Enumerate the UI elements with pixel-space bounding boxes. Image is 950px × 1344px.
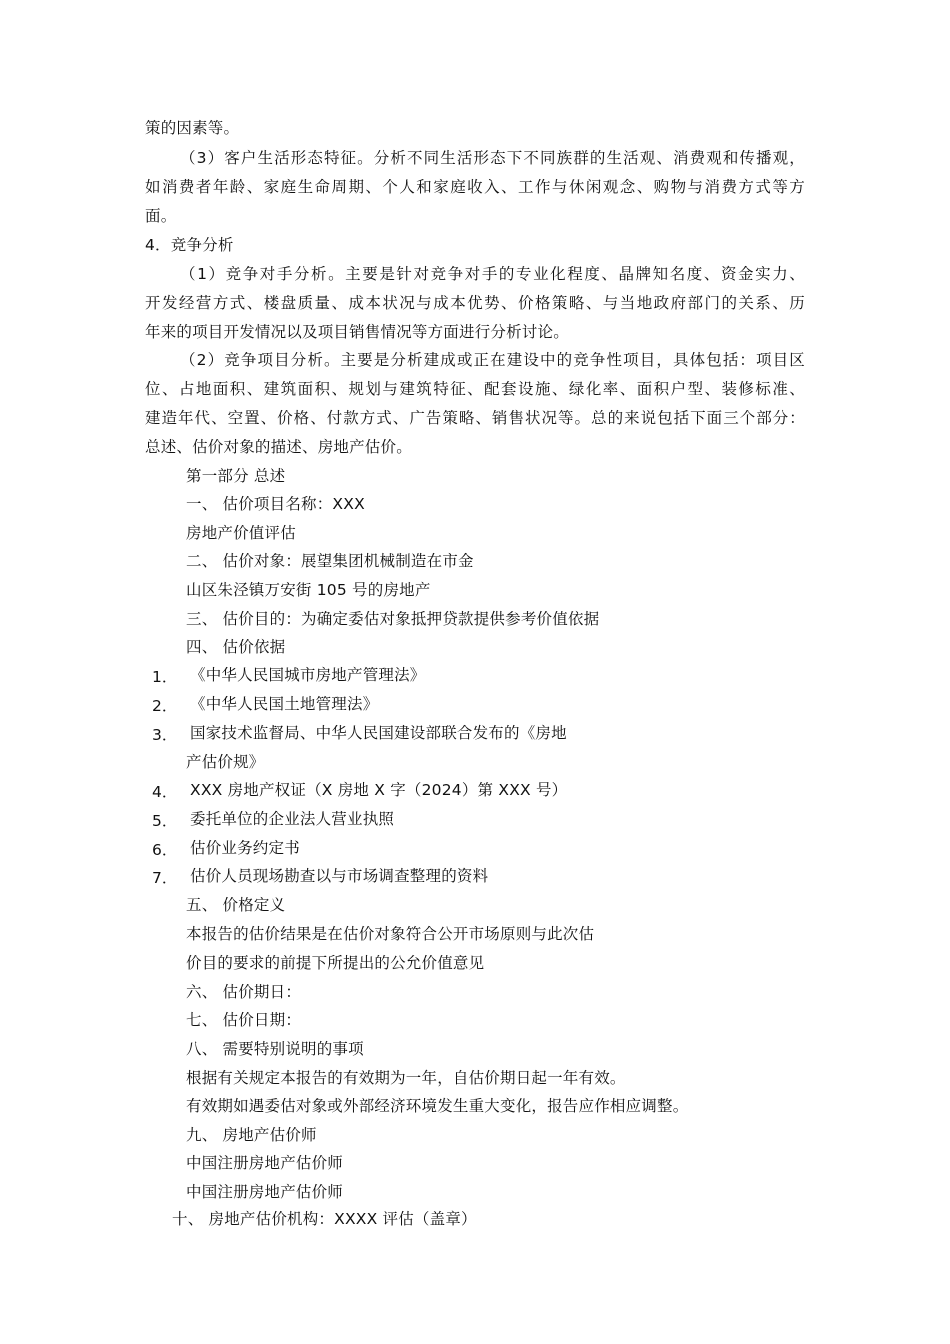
paragraph-line: （3）客户生活形态特征。分析不同生活形态下不同族群的生活观、消费观和传播观， [180,149,805,167]
item-line: 八、 需要特别说明的事项 [186,1040,364,1058]
paragraph-line: 总述、估价对象的描述、房地产估价。 [145,438,412,456]
paragraph-line: 建造年代、空置、价格、付款方式、广告策略、销售状况等。总的来说包括下面三个部分： [145,409,805,427]
list-item: 估价业务约定书 [190,839,300,857]
list-item: XXX 房地产权证（X 房地 X 字（2024）第 XXX 号） [190,781,568,799]
list-number: 5． [152,812,178,830]
list-item: 《中华人民国土地管理法》 [190,695,379,713]
item-line: 中国注册房地产估价师 [186,1154,344,1172]
item-line: 本报告的估价结果是在估价对象符合公开市场原则与此次估 [186,925,595,943]
list-item: 估价人员现场勘查以与市场调查整理的资料 [190,867,489,885]
item-line: 十、 房地产估价机构：XXXX 评估（盖章） [172,1210,477,1228]
paragraph-line: （2）竞争项目分析。主要是分析建成或正在建设中的竞争性项目，具体包括：项目区 [180,351,805,369]
list-item: 国家技术监督局、中华人民国建设部联合发布的《房地 [190,724,567,742]
item-line: 五、 价格定义 [186,896,286,914]
paragraph-line: 开发经营方式、楼盘质量、成本状况与成本优势、价格策略、与当地政府部门的关系、历 [145,294,805,312]
item-line: 有效期如遇委估对象或外部经济环境发生重大变化，报告应作相应调整。 [186,1097,689,1115]
item-line: 三、 估价目的：为确定委估对象抵押贷款提供参考价值依据 [186,610,600,628]
item-line: 二、 估价对象：展望集团机械制造在市金 [186,552,474,570]
list-item: 《中华人民国城市房地产管理法》 [190,666,426,684]
list-number: 3． [152,726,178,744]
item-line: 四、 估价依据 [186,638,286,656]
paragraph-line: 面。 [145,207,177,225]
list-number: 2． [152,697,178,715]
item-line: 六、 估价期日： [186,983,302,1001]
paragraph-line: 如消费者年龄、家庭生命周期、个人和家庭收入、工作与休闲观念、购物与消费方式等方 [145,178,805,196]
list-item-continuation: 产估价规》 [186,753,265,771]
item-line: 中国注册房地产估价师 [186,1183,344,1201]
item-line: 根据有关规定本报告的有效期为一年，自估价期日起一年有效。 [186,1069,626,1087]
paragraph-line: （1）竞争对手分析。主要是针对竞争对手的专业化程度、晶牌知名度、资金实力、 [180,265,805,283]
item-line: 山区朱泾镇万安街 105 号的房地产 [186,581,431,599]
part-title: 第一部分 总述 [186,467,286,485]
paragraph-line: 年来的项目开发情况以及项目销售情况等方面进行分析讨论。 [145,323,569,341]
item-line: 九、 房地产估价师 [186,1126,317,1144]
paragraph-line: 位、占地面积、建筑面积、规划与建筑特征、配套设施、绿化率、面积户型、装修标准、 [145,380,805,398]
item-line: 七、 估价日期： [186,1011,302,1029]
item-line: 房地产价值评估 [186,524,296,542]
list-item: 委托单位的企业法人营业执照 [190,810,395,828]
list-number: 4． [152,783,178,801]
section-heading: 4．竞争分析 [145,236,234,254]
paragraph-line: 策的因素等。 [145,119,240,137]
item-line: 一、 估价项目名称：XXX [186,495,365,513]
list-number: 7． [152,869,178,887]
list-number: 1． [152,668,178,686]
list-number: 6． [152,841,178,859]
item-line: 价目的要求的前提下所提出的公允价值意见 [186,954,485,972]
